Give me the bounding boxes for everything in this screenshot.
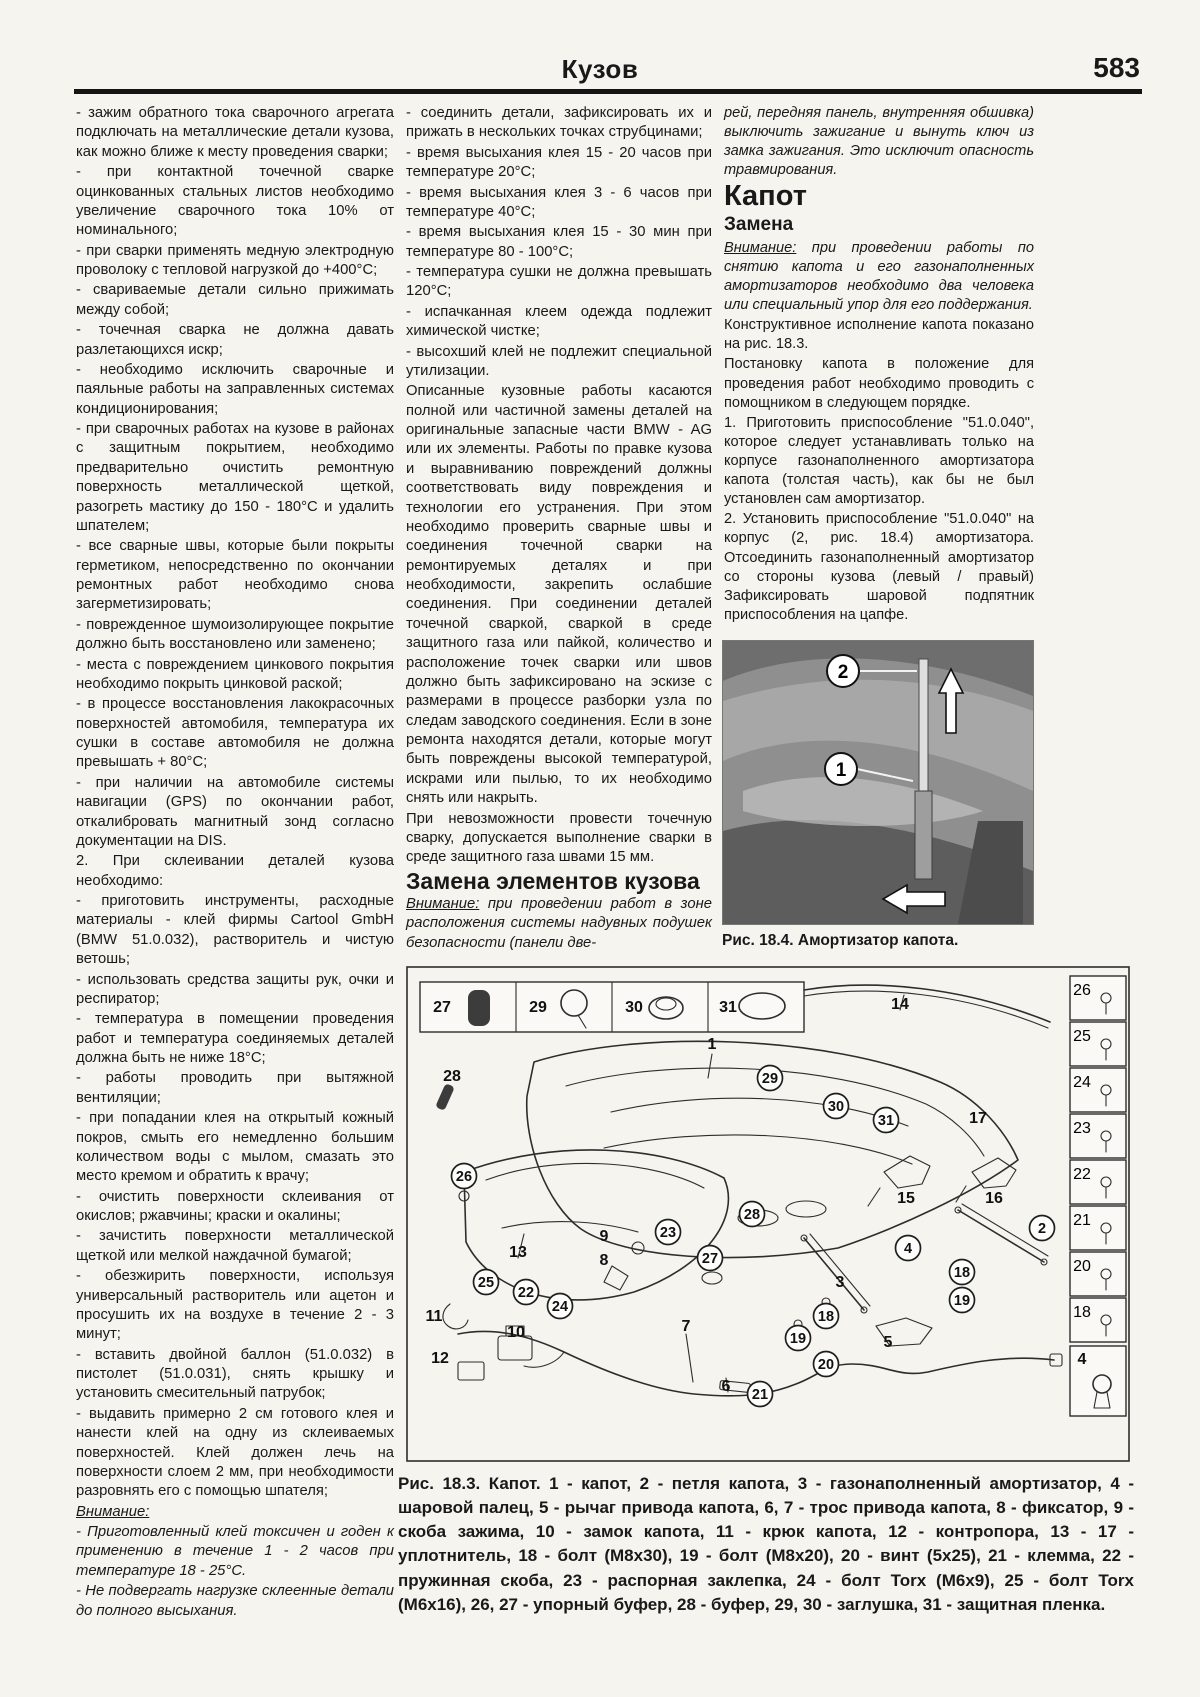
page-title: Кузов	[561, 54, 639, 84]
strip-label-25: 25	[1073, 1028, 1091, 1045]
body-paragraph: - точечная сварка не должна давать разлетающихся искр;	[76, 322, 394, 358]
diagram-callout-25: 25	[477, 1275, 495, 1291]
strip-label-23: 23	[1073, 1120, 1091, 1137]
figure-18-4-caption: Рис. 18.4. Амортизатор капота.	[722, 932, 959, 949]
column-2	[406, 104, 712, 954]
attention-notes	[76, 1523, 394, 1621]
diagram-callout-27: 27	[701, 1251, 719, 1267]
photo-callout-1: 1	[835, 760, 847, 781]
list-item-2-intro: 2. При склеивании деталей кузова необходимо:	[76, 853, 394, 889]
attention-label: Внимание:	[76, 1503, 150, 1520]
strip-label-18: 18	[1073, 1304, 1091, 1321]
diagram-callout-21: 21	[751, 1387, 769, 1403]
body-paragraph: - зачистить поверхности металлической щеткой или мелкой наждачной бумагой;	[76, 1228, 394, 1264]
body-paragraph: - обезжирить поверхности, используя универсальный растворитель или ацетон и просушить их на воздухе в течение 2 - 3 минут;	[76, 1268, 394, 1343]
diagram-callout-3: 3	[835, 1274, 845, 1291]
body-paragraph: - при наличии на автомобиле системы навигации (GPS) по окончании работ, откалибровать магнитный зонд согласно документации на DIS.	[76, 774, 394, 849]
strip-label-21: 21	[1073, 1212, 1091, 1229]
body-paragraph: - при контактной точечной сварке оцинкованных стальных листов необходимо увеличение сварочного тока 10% от номинального;	[76, 164, 394, 239]
page-number: 583	[1093, 52, 1140, 83]
body-paragraph: - соединить детали, зафиксировать их и прижать в нескольких точках струбцинами;	[406, 105, 712, 141]
diagram-callout-31: 31	[877, 1113, 895, 1129]
body-paragraph: - использовать средства защиты рук, очки и респиратор;	[76, 971, 394, 1007]
inset-label: 27	[433, 999, 451, 1016]
diagram-callout-29: 29	[761, 1071, 779, 1087]
diagram-callout-8: 8	[599, 1252, 609, 1269]
parts-inset-box	[420, 982, 804, 1032]
hood-exploded-diagram	[406, 966, 1130, 1462]
diagram-callout-17: 17	[969, 1110, 987, 1127]
inset-label: 31	[719, 999, 737, 1016]
diagram-callout-19: 19	[953, 1293, 971, 1309]
attention-airbag: Внимание: при проведении работ в зоне расположения системы надувных подушек безопасности (панели две-	[406, 895, 712, 951]
body-paragraph: - время высыхания клея 3 - 6 часов при температуре 40°С;	[406, 184, 712, 220]
section-heading-body-elements: Замена элементов кузова	[406, 867, 700, 894]
strip-label-22: 22	[1073, 1166, 1091, 1183]
diagram-callout-19: 19	[789, 1331, 807, 1347]
body-paragraph: - Не подвергать нагрузке склеенные детали до полного высыхания.	[76, 1583, 394, 1619]
body-paragraph: 1. Приготовить приспособление "51.0.040", которое следует устанавливать только на корпусе газонаполненного амортизатора капота (толстая часть), как бы не был установлен сам амортизатор.	[724, 414, 1034, 508]
ball-stud-box	[1070, 1346, 1126, 1416]
body-paragraph: - вставить двойной баллон (51.0.032) в пистолет (51.0.031), снять крышку и установить смесительный патрубок;	[76, 1346, 394, 1402]
body-paragraph: - зажим обратного тока сварочного агрегата подключать на металлические детали кузова, как можно ближе к месту проведения сварки;	[76, 105, 394, 160]
corner-label: 4	[1077, 1351, 1087, 1368]
body-paragraph: - испачканная клеем одежда подлежит химической чистке;	[406, 303, 712, 340]
body-paragraph: - работы проводить при вытяжной вентиляции;	[76, 1070, 394, 1106]
header-rule	[74, 89, 1142, 94]
diagram-callout-26: 26	[455, 1169, 473, 1185]
body-paragraph: - места с повреждением цинкового покрытия необходимо покрыть цинковой раской;	[76, 656, 394, 692]
body-paragraph: - при сварки применять медную электродную проволоку с тепловой нагрузкой до +400°С;	[76, 242, 394, 278]
body-paragraph: Конструктивное исполнение капота показано на рис. 18.3.	[724, 317, 1034, 353]
body-paragraph: - время высыхания клея 15 - 30 мин при температуре 80 - 100°С;	[406, 224, 712, 260]
buffer-icon	[468, 990, 490, 1026]
body-paragraph: 2. Установить приспособление "51.0.040" на корпус (2, рис. 18.4) амортизатора. Отсоединить газонаполненный амортизатор со стороны кузова (левый / правый) Зафиксировать шаровой подпятник приспособления на цапфе.	[724, 511, 1034, 623]
attention-airbag-continued: рей, передняя панель, внутренняя обшивка) выключить зажигание и вынуть ключ из замка зажигания. Это исключит опасность травмирования.	[724, 105, 1034, 179]
body-paragraph: При невозможности провести точечную сварку, допускается выполнение сварки в среде защитного газа швами 15 мм.	[406, 810, 712, 866]
body-paragraph: - при сварочных работах на кузове в районах с защитным покрытием, необходимо предварительно очистить ремонтную поверхность металлической щеткой, разогреть мастику до 150 - 180°С и удалить шпателем;	[76, 421, 394, 534]
chapter-heading-hood: Капот	[724, 180, 807, 213]
diagram-callout-13: 13	[509, 1244, 527, 1261]
body-paragraph: - очистить поверхности склеивания от окислов; ржавчины; краски и окалины;	[76, 1188, 394, 1224]
diagram-callout-1: 1	[707, 1036, 717, 1053]
body-paragraph: - необходимо исключить сварочные и паяльные работы на заправленных системах кондиционирования;	[76, 361, 394, 417]
diagram-callout-22: 22	[517, 1285, 535, 1301]
diagram-callout-20: 20	[817, 1357, 835, 1373]
diagram-callout-24: 24	[551, 1299, 569, 1315]
diagram-callout-2: 2	[1037, 1221, 1047, 1237]
welding-rules-list	[76, 104, 394, 851]
diagram-callout-9: 9	[599, 1228, 609, 1245]
figure-18-3	[406, 966, 1130, 1462]
body-paragraph: - приготовить инструменты, расходные материалы - клей фирмы Cartool GmbH (BMW 51.0.032), растворитель и чистую ветошь;	[76, 893, 394, 968]
diagram-callout-18: 18	[953, 1265, 971, 1281]
body-paragraph: - при попадании клея на открытый кожный покров, смыть его немедленно большим количеством воды с мылом, смазать это место кремом и обратить к врачу;	[76, 1110, 394, 1185]
body-paragraph: Постановку капота в положение для проведения работ необходимо проводить с помощником в следующем порядке.	[724, 356, 1034, 411]
diagram-callout-4: 4	[903, 1241, 913, 1257]
body-paragraph: - Приготовленный клей токсичен и годен к применению в течение 1 - 2 часов при температуре 18 - 25°С.	[76, 1524, 394, 1579]
body-repair-paragraphs	[406, 382, 712, 867]
diagram-callout-5: 5	[883, 1334, 893, 1351]
figure-18-3-caption: Рис. 18.3. Капот. 1 - капот, 2 - петля капота, 3 - газонаполненный амортизатор, 4 - шаровой палец, 5 - рычаг привода капота, 6, 7 - трос привода капота, 8 - фиксатор, 9 - скоба зажима, 10 - замок капота, 11 - крюк капота, 12 - контропора, 13 - 17 - уплотнитель, 18 - болт (М8х30), 19 - болт (М8х20), 20 - винт (5х25), 21 - клемма, 22 - пружинная скоба, 23 - распорная заклепка, 24 - болт Torx (М6х9), 25 - болт Torx (М6х16), 26, 27 - упорный буфер, 28 - буфер, 29, 30 - заглушка, 31 - защитная пленка.	[398, 1474, 1134, 1614]
inset-label: 30	[625, 999, 643, 1016]
body-paragraph: - температура сушки не должна превышать 120°С;	[406, 264, 712, 300]
body-paragraph: - все сварные швы, которые были покрыты герметиком, непосредственно по окончании ремонтных работ необходимо снова загерметизировать;	[76, 538, 394, 613]
figure-18-4	[722, 640, 1034, 950]
glue-drying-list	[406, 104, 712, 381]
hood-drawing	[435, 985, 1062, 1396]
inset-label: 29	[529, 999, 547, 1016]
diagram-callout-28: 28	[443, 1068, 461, 1085]
diagram-callout-11: 11	[425, 1308, 443, 1325]
strip-label-20: 20	[1073, 1258, 1091, 1275]
strip-label-24: 24	[1073, 1074, 1091, 1091]
diagram-callout-16: 16	[985, 1190, 1003, 1207]
diagram-callout-23: 23	[659, 1225, 677, 1241]
diagram-callout-7: 7	[681, 1318, 691, 1335]
diagram-callout-28: 28	[743, 1207, 761, 1223]
body-paragraph: - высохший клей не подлежит специальной утилизации.	[406, 343, 712, 379]
diagram-callout-18: 18	[817, 1309, 835, 1325]
hood-procedure-paragraphs	[724, 316, 1034, 625]
column-3	[724, 104, 1034, 626]
body-paragraph: - поврежденное шумоизолирующее покрытие должно быть восстановлено или заменено;	[76, 616, 394, 653]
body-paragraph: - время высыхания клея 15 - 20 часов при температуре 20°С;	[406, 144, 712, 181]
attention-hood: Внимание: при проведении работы по снятию капота и его газонаполненных амортизаторов необходимо два человека или специальный упор для его поддержания.	[724, 239, 1034, 314]
parts-side-strip	[1070, 976, 1126, 1342]
diagram-callout-15: 15	[897, 1190, 915, 1207]
body-paragraph: - в процессе восстановления лакокрасочных поверхностей автомобиля, температура их сушки в составе автомобиля не должна превышать + 80°С;	[76, 696, 394, 771]
photo-callout-2: 2	[837, 662, 849, 683]
body-paragraph: - температура в помещении проведения работ и температура соединяемых деталей должна быть не ниже 18°С;	[76, 1011, 394, 1066]
diagram-callout-6: 6	[721, 1378, 731, 1395]
body-paragraph: - свариваемые детали сильно прижимать между собой;	[76, 282, 394, 318]
column-1	[76, 104, 394, 1622]
diagram-callout-12: 12	[431, 1350, 449, 1367]
body-paragraph: - выдавить примерно 2 см готового клея и нанести клей на одну из склеиваемых поверхностей. Клей должен лечь на поверхности слоем 2 мм, при необходимости разровнять его с помощью шпателя;	[76, 1405, 394, 1500]
gluing-rules-list	[76, 892, 394, 1502]
strip-label-26: 26	[1073, 982, 1091, 999]
hood-strut-photo	[722, 640, 1034, 925]
body-paragraph: Описанные кузовные работы касаются полной или частичной замены деталей на оригинальные запасные части BMW - AG или их элементы. Работы по правке кузова и выравниванию повреждений должны соответствовать виду повреждения и технологии его устранения. При этом необходимо проверить сварные швы и соединения точечной сварки на ремонтируемых деталях и при необходимости, закрепить ослабшие соединения. При соединении деталей точечной сваркой, сваркой в среде защитного газа или пайкой, количество и расположение точек сварки или швов должно быть зафиксировано на эскизе с размерами в процессе разборки узла по следам заводского соединения. Если в зоне ремонта находятся детали, которые могут быть повреждены высокой температурой, искрами или пылью, то их необходимо снять или накрыть.	[406, 383, 712, 807]
diagram-callout-30: 30	[827, 1099, 845, 1115]
subsection-heading-replace: Замена	[724, 213, 794, 235]
diagram-callout-10: 10	[507, 1324, 525, 1341]
diagram-callout-14: 14	[891, 996, 909, 1013]
diagram-callouts	[426, 996, 1055, 1407]
